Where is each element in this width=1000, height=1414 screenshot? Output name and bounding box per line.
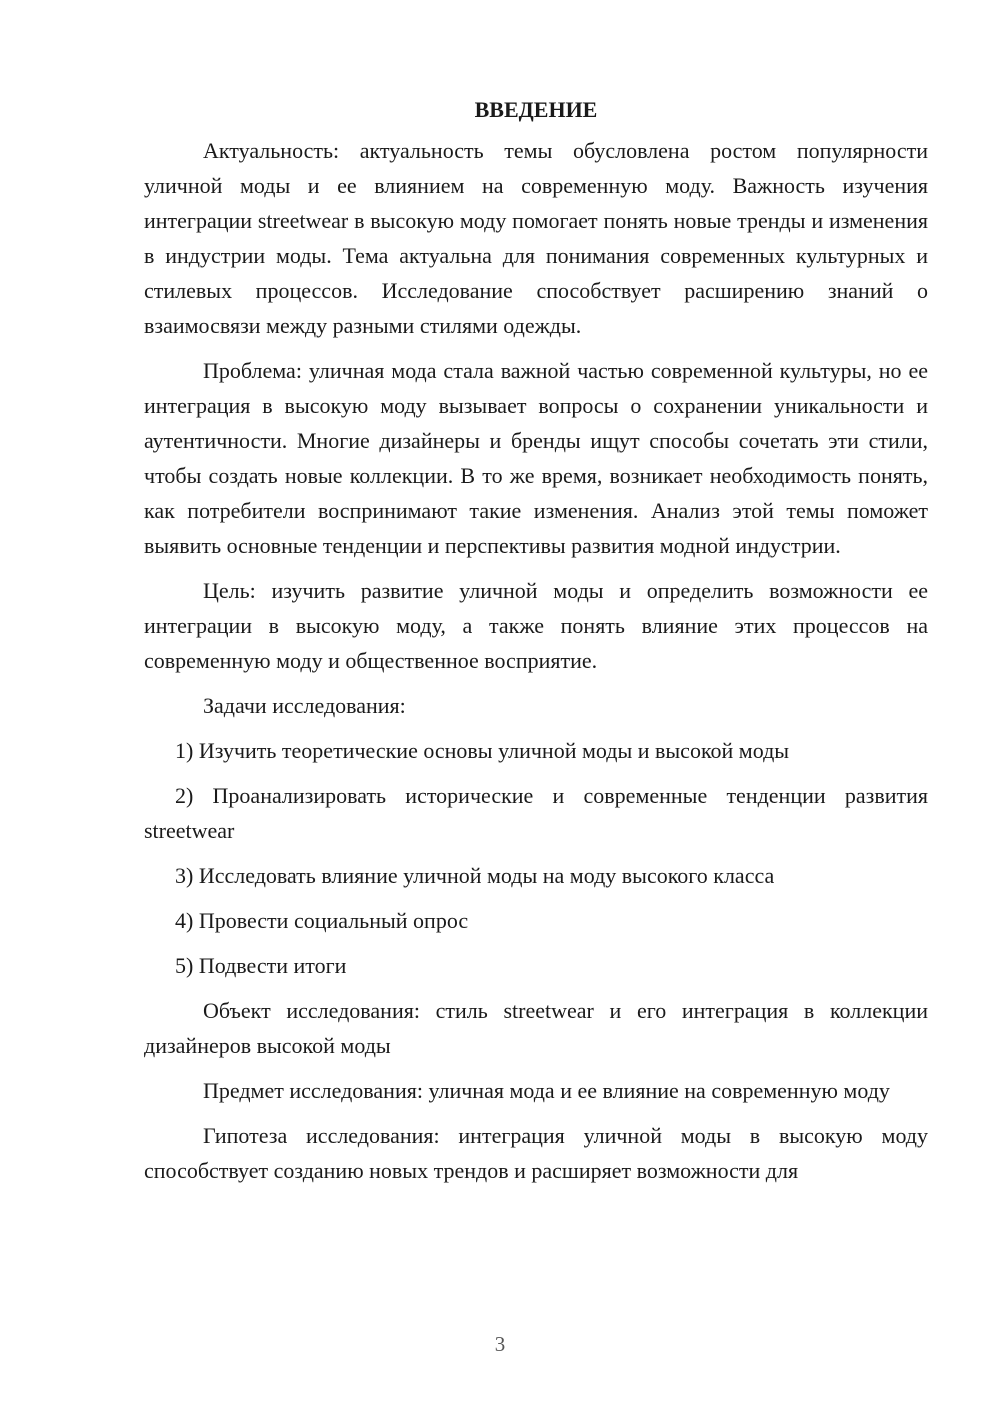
task-item-3: 3) Исследовать влияние уличной моды на моду высокого класса — [175, 863, 775, 888]
paragraph-problem: Проблема: уличная мода стала важной частью современной культуры, но ее интеграция в высокую моду вызывает вопросы о сохранении уникальности и аутентичности. Многие дизайнеры и бренды ищут способы сочетать эти стили, чтобы создать новые коллекции. В то же время, возникает необходимость понять, как потребители воспринимают такие изменения. Анализ этой темы поможет выявить основные тенденции и перспективы развития модной индустрии. — [144, 358, 928, 558]
page-number: 3 — [494, 1332, 506, 1356]
task-item-5: 5) Подвести итоги — [175, 953, 347, 978]
section-title: ВВЕДЕНИЕ — [474, 97, 598, 122]
task-item-4: 4) Провести социальный опрос — [175, 908, 469, 933]
paragraph-tasks-heading: Задачи исследования: — [203, 693, 406, 718]
document-page — [144, 92, 928, 1198]
task-item-1: 1) Изучить теоретические основы уличной моды и высокой моды — [175, 738, 790, 763]
paragraph-object: Объект исследования: стиль streetwear и его интеграция в коллекции дизайнеров высокой моды — [144, 998, 928, 1058]
paragraph-hypothesis: Гипотеза исследования: интеграция уличной моды в высокую моду способствует созданию новых трендов и расширяет возможности для — [144, 1123, 928, 1183]
paragraph-subject: Предмет исследования: уличная мода и ее влияние на современную моду — [203, 1078, 890, 1103]
paragraph-relevance: Актуальность: актуальность темы обусловлена ростом популярности уличной моды и ее влиянием на современную моду. Важность изучения интеграции streetwear в высокую моду помогает понять новые тренды и изменения в индустрии моды. Тема актуальна для понимания современных культурных и стилевых процессов. Исследование способствует расширению знаний о взаимосвязи между разными стилями одежды. — [144, 138, 928, 338]
task-item-2: 2) Проанализировать исторические и современные тенденции развития streetwear — [144, 783, 928, 843]
paragraph-goal: Цель: изучить развитие уличной моды и определить возможности ее интеграции в высокую моду, а также понять влияние этих процессов на современную моду и общественное восприятие. — [144, 578, 928, 673]
